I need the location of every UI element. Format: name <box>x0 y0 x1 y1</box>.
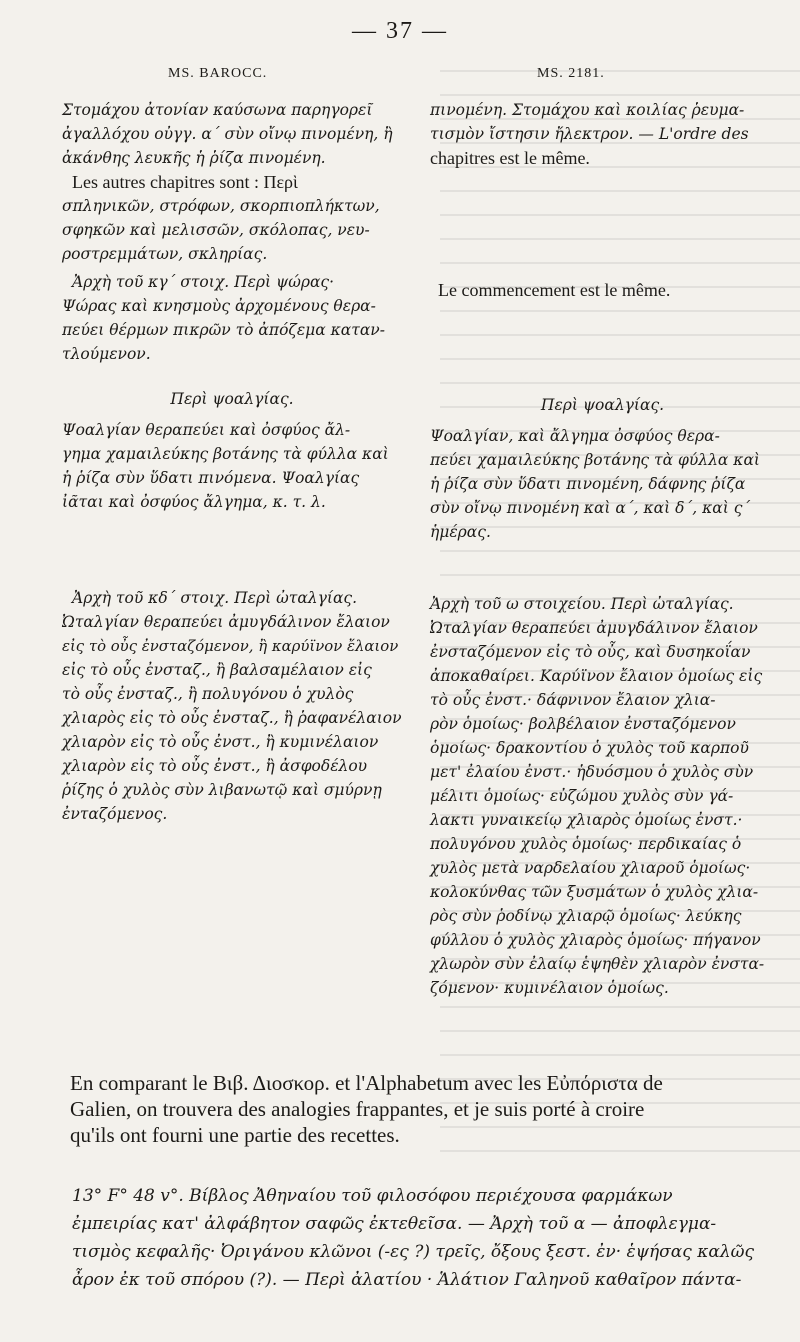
right-line: Ὠταλγίαν θεραπεύει ἀμυγδάλινον ἔλαιον <box>430 619 758 637</box>
entry-line: τισμὸς κεφαλῆς· Ὀριγάνου κλῶνοι (-ες ?) τρεῖς, ὄξους ξεστ. ἐν· ἑψήσας καλῶς <box>72 1242 754 1262</box>
right-line: ρὸν ὁμοίως· βολβέλαιον ἐνσταζόμενον <box>430 715 736 733</box>
left-line: τλούμενον. <box>62 345 151 363</box>
left-line: τὸ οὖς ἐνσταζ., ἢ πολυγόνου ὁ χυλὸς <box>62 685 354 703</box>
right-line: πολυγόνου χυλὸς ὁμοίως· περδικαίας ὁ <box>430 835 742 853</box>
running-head-left: MS. BAROCC. <box>168 66 268 81</box>
left-line: χλιαρὸν εἰς τὸ οὖς ἐνστ., ἢ κυμινέλαιον <box>62 733 379 751</box>
left-line: ἰᾶται καὶ ὀσφύος ἄλγημα, κ. τ. λ. <box>62 493 326 511</box>
left-line: ἡ ῥίζα σὺν ὕδατι πινόμενα. Ψοαλγίας <box>62 469 360 487</box>
right-line: chapitres est le même. <box>430 148 590 168</box>
left-line: ροστρεμμάτων, σκληρίας. <box>62 245 268 263</box>
right-line: Ψοαλγίαν, καὶ ἄλγημα ὀσφύος θερα- <box>430 427 720 445</box>
manuscript-entry <box>72 1182 777 1294</box>
right-line: ἡ ῥίζα σὺν ὕδατι πινομένη, δάφνης ῥίζα <box>430 475 746 493</box>
comparison-line: En comparant le Βιβ. Διοσκορ. et l'Alphabetum avec les Εὐπόριστα de <box>70 1071 663 1095</box>
left-arche-2: Ἀρχὴ τοῦ κδ΄ στοιχ. Περὶ ὠταλγίας. <box>72 589 358 607</box>
right-commencement: Le commencement est le même. <box>438 280 671 300</box>
right-line: ἐνσταζόμενον εἰς τὸ οὖς, καὶ δυσηκοΐαν <box>430 643 751 661</box>
left-line: χλιαρὸς εἰς τὸ οὖς ἐνσταζ., ἢ ῥαφανέλαιον <box>62 709 402 727</box>
right-line: ὁμοίως· δρακοντίου ὁ χυλὸς τοῦ καρποῦ <box>430 739 749 757</box>
right-line: σὺν οἴνῳ πινομένη καὶ α΄, καὶ δ΄, καὶ ς΄ <box>430 499 751 517</box>
entry-line: ἆρον ἐκ τοῦ σπόρου (?). — Περὶ ἀλατίου · Ἁλάτιον Γαληνοῦ καθαῖρον πάντα- <box>72 1270 742 1290</box>
right-line: μέλιτι ὁμοίως· εὐζώμου χυλὸς σὺν γά- <box>430 787 734 805</box>
right-line: ζόμενον· κυμινέλαιον ὁμοίως. <box>430 979 669 997</box>
left-line: γημα χαμαιλεύκης βοτάνης τὰ φύλλα καὶ <box>62 445 389 463</box>
page-number: — 37 — <box>352 18 448 44</box>
left-line: ῥίζης ὁ χυλὸς σὺν λιβανωτῷ καὶ σμύρνῃ <box>62 781 382 799</box>
right-line: ἀποκαθαίρει. Καρύϊνον ἔλαιον ὁμοίως εἰς <box>430 667 763 685</box>
entry-line: ἐμπειρίας κατ' ἀλφάβητον σαφῶς ἐκτεθεῖσα. — Ἀρχὴ τοῦ α — ἀποφλεγμα- <box>72 1214 717 1234</box>
right-heading-psoalgia: Περὶ ψοαλγίας. <box>540 396 665 414</box>
comparison-paragraph <box>70 1070 775 1148</box>
right-line: λακτι γυναικείῳ χλιαρὸς ὁμοίως ἐνστ.· <box>430 811 743 829</box>
left-line: εἰς τὸ οὖς ἐνσταζόμενον, ἢ καρύϊνον ἔλαιον <box>62 637 399 655</box>
running-head-right: MS. 2181. <box>537 66 605 81</box>
right-line: ρὸς σὺν ῥοδίνῳ χλιαρῷ ὁμοίως· λεύκης <box>430 907 742 925</box>
left-line: σπληνικῶν, στρόφων, σκορπιοπλήκτων, <box>62 197 380 215</box>
left-column <box>62 98 402 826</box>
right-line: τισμὸν ἴστησιν ἤλεκτρον. — L'ordre des <box>430 125 749 143</box>
left-line: Ψοαλγίαν θεραπεύει καὶ ὀσφύος ἄλ- <box>62 421 351 439</box>
left-line: ἐνταζόμενος. <box>62 805 168 823</box>
right-column <box>430 98 775 1000</box>
comparison-line: qu'ils ont fourni une partie des recettes. <box>70 1123 400 1147</box>
right-line: πεύει χαμαιλεύκης βοτάνης τὰ φύλλα καὶ <box>430 451 760 469</box>
right-line: πινομένη. Στομάχου καὶ κοιλίας ῥευμα- <box>430 101 745 119</box>
right-line: χλωρὸν σὺν ἐλαίῳ ἑψηθὲν χλιαρὸν ἐνστα- <box>430 955 765 973</box>
left-arche-1: Ἀρχὴ τοῦ κγ΄ στοιχ. Περὶ ψώρας· <box>72 273 335 291</box>
right-line: ἡμέρας. <box>430 523 491 541</box>
left-line: Ὠταλγίαν θεραπεύει ἀμυγδάλινον ἔλαιον <box>62 613 390 631</box>
left-line: Ψώρας καὶ κνησμοὺς ἀρχομένους θερα- <box>62 297 376 315</box>
right-line: χυλὸς μετὰ ναρδελαίου χλιαροῦ ὁμοίως· <box>430 859 751 877</box>
right-line: φύλλου ὁ χυλὸς χλιαρὸς ὁμοίως· πήγανον <box>430 931 761 949</box>
right-arche-2: Ἀρχὴ τοῦ ω στοιχείου. Περὶ ὠταλγίας. <box>430 595 734 613</box>
entry-line: 13° F° 48 v°. Βίβλος Ἀθηναίου τοῦ φιλοσόφου περιέχουσα φαρμάκων <box>72 1186 673 1206</box>
left-heading-psoalgia: Περὶ ψοαλγίας. <box>170 390 294 408</box>
right-line: μετ' ἐλαίου ἐνστ.· ἡδυόσμου ὁ χυλὸς σὺν <box>430 763 754 781</box>
left-line: χλιαρὸν εἰς τὸ οὖς ἐνστ., ἢ ἀσφοδέλου <box>62 757 368 775</box>
left-line: Στομάχου ἀτονίαν καύσωνα παρηγορεῖ <box>62 101 373 119</box>
left-line: εἰς τὸ οὖς ἐνσταζ., ἢ βαλσαμέλαιον εἰς <box>62 661 372 679</box>
left-line: ἀγαλλόχου οὐγγ. α΄ σὺν οἴνῳ πινομένη, ἢ <box>62 125 393 143</box>
left-chapters-line: Les autres chapitres sont : Περὶ <box>72 172 298 192</box>
right-line: τὸ οὖς ἐνστ.· δάφνινον ἔλαιον χλια- <box>430 691 716 709</box>
left-line: ἀκάνθης λευκῆς ἡ ῥίζα πινομένη. <box>62 149 326 167</box>
left-line: σφηκῶν καὶ μελισσῶν, σκόλοπας, νευ- <box>62 221 370 239</box>
comparison-line: Galien, on trouvera des analogies frappantes, et je suis porté à croire <box>70 1097 645 1121</box>
right-line: κολοκύνθας τῶν ξυσμάτων ὁ χυλὸς χλια- <box>430 883 759 901</box>
left-line: πεύει θέρμων πικρῶν τὸ ἀπόζεμα καταν- <box>62 321 385 339</box>
